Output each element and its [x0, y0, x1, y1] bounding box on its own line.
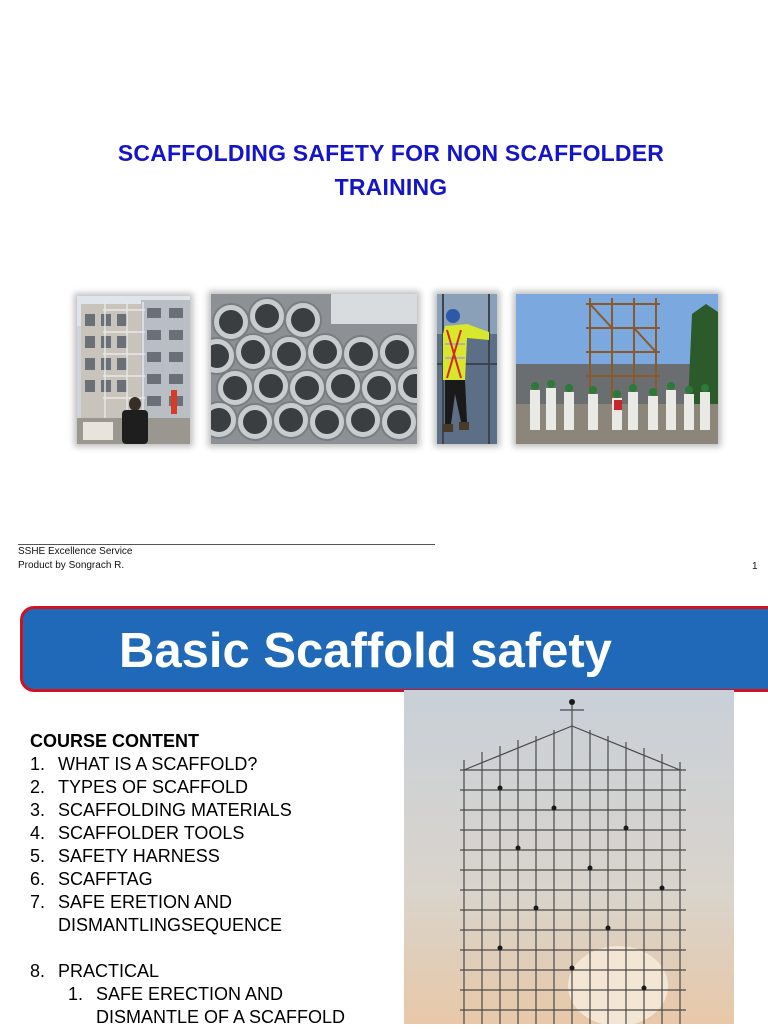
list-item [30, 822, 400, 845]
list-item-text: SCAFFOLDER TOOLS [58, 823, 245, 843]
worker-harness-image [437, 294, 497, 444]
sub-list-item-number: 1. [68, 984, 84, 1004]
list-item-number: 5. [30, 846, 46, 866]
worker-harness-photo [437, 294, 497, 444]
list-item-text-continued: DISMANTLINGSEQUENCE [58, 915, 283, 935]
list-item [30, 776, 400, 799]
steel-pipes-image [211, 294, 417, 444]
list-item-number: 2. [30, 777, 46, 797]
course-heading: COURSE CONTENT [30, 731, 200, 751]
banner-title: Basic Scaffold safety [119, 624, 612, 678]
tall-scaffold-image [404, 690, 734, 1024]
title-banner [20, 606, 768, 692]
list-item-text: SAFETY HARNESS [58, 846, 220, 866]
list-spacer [30, 937, 400, 960]
list-item [30, 960, 400, 983]
list-item-text: SAFE ERETION AND [58, 892, 233, 912]
list-item-text: PRACTICAL [58, 961, 160, 981]
building-scaffold-photo [77, 296, 190, 444]
tall-scaffold-photo [404, 690, 734, 1024]
list-item-text: SCAFFTAG [58, 869, 153, 889]
course-content [30, 730, 400, 1029]
sub-list-item-text-continued: DISMANTLE OF A SCAFFOLD [96, 1007, 346, 1027]
steel-pipes-photo [211, 294, 417, 444]
list-item-text: TYPES OF SCAFFOLD [58, 777, 249, 797]
list-item-text: WHAT IS A SCAFFOLD? [58, 754, 258, 774]
slide-title [0, 136, 768, 204]
list-item-text: SCAFFOLDING MATERIALS [58, 800, 292, 820]
course-list [30, 753, 400, 1029]
footer-author: Product by Songrach R. [18, 560, 125, 571]
list-item [30, 799, 400, 822]
sub-list-item-text: SAFE ERECTION AND [96, 984, 284, 1004]
slide-title-line2: TRAINING [334, 174, 448, 200]
list-item [30, 891, 400, 937]
list-item-number: 8. [30, 961, 46, 981]
list-item-number: 4. [30, 823, 46, 843]
sub-list-item [30, 983, 400, 1029]
list-item-number: 7. [30, 892, 46, 912]
list-item-number: 6. [30, 869, 46, 889]
workers-scaffold-tower-image [516, 294, 718, 444]
list-item [30, 753, 400, 776]
building-scaffold-image [77, 296, 190, 444]
workers-scaffold-tower-photo [516, 294, 718, 444]
list-item [30, 845, 400, 868]
list-item-number: 3. [30, 800, 46, 820]
list-item-number: 1. [30, 754, 46, 774]
slide-title-line1: SCAFFOLDING SAFETY FOR NON SCAFFOLDER [117, 140, 665, 166]
list-item [30, 868, 400, 891]
footer-organization: SSHE Excellence Service [18, 546, 133, 557]
page-number: 1 [752, 561, 758, 572]
